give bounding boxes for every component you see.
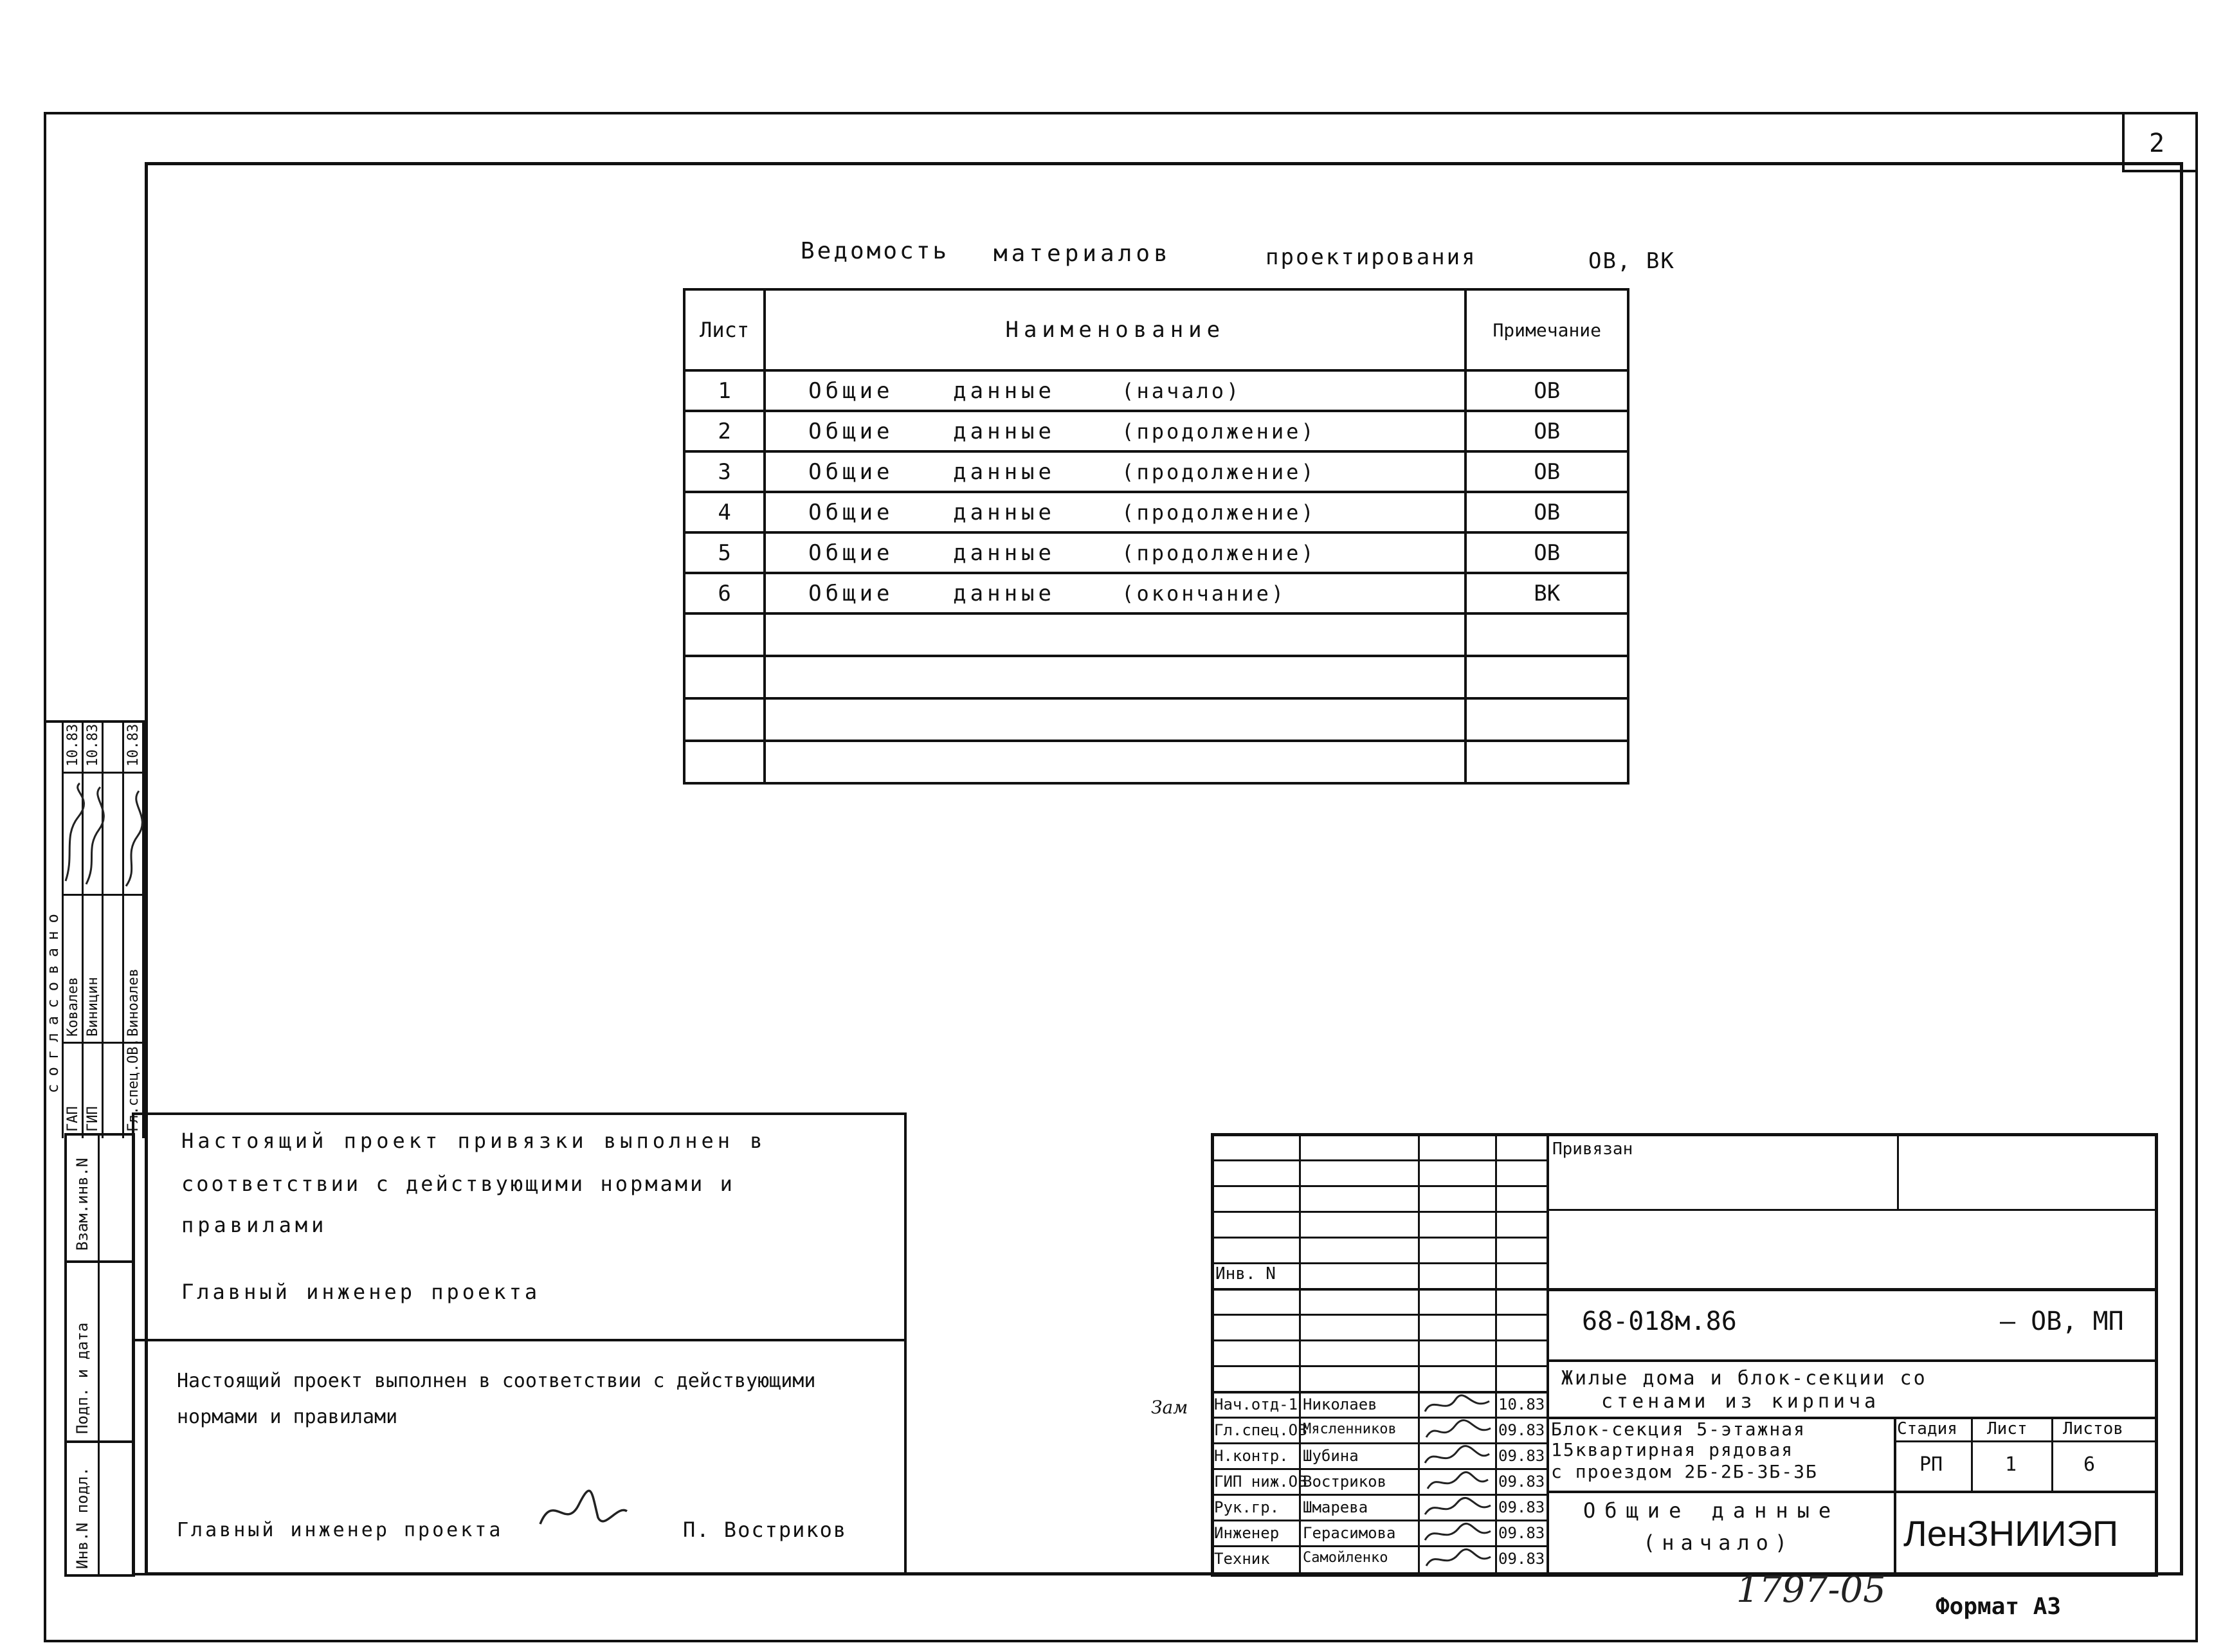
table-row (684, 451, 1628, 492)
header-word-4: ОВ, ВК (1588, 248, 1675, 274)
sheets-header: Листов (2063, 1419, 2123, 1439)
row-word-3: (продолжение) (1121, 459, 1316, 484)
label-vzam-inv: Взам.инв.N (73, 1157, 91, 1251)
approval-role: Гл.спец.ОВ. (125, 1038, 141, 1132)
header-word-2: материалов (994, 241, 1172, 267)
col-header-note: Примечание (1465, 289, 1628, 370)
row-sheet: 3 (718, 458, 731, 485)
table-row-empty (684, 741, 1628, 783)
table-row-empty (684, 613, 1628, 656)
label-podp-data: Подп. и дата (73, 1322, 91, 1434)
desc-line2: 15квартирная рядовая (1551, 1439, 1794, 1460)
table-row (684, 411, 1628, 451)
row-word-1: Общие (808, 458, 894, 485)
note1-line1: Настоящий проект привязки выполнен в (181, 1129, 767, 1153)
sheets-value: 6 (2083, 1453, 2096, 1476)
desc-line1: Блок-секция 5-этажная (1551, 1419, 1806, 1440)
note2-chief: Главный инженер проекта (177, 1519, 504, 1541)
staff-date: 09.83 (1498, 1550, 1545, 1568)
staff-role: ГИП ниж.ОВ (1214, 1473, 1307, 1491)
sheet-number: 2 (2149, 129, 2165, 158)
table-row-empty (684, 698, 1628, 741)
staff-name: Николаев (1303, 1395, 1377, 1413)
row-word-1: Общие (808, 377, 894, 404)
row-note: ОВ (1534, 499, 1561, 525)
row-word-1: Общие (808, 499, 894, 525)
approval-signatures (62, 778, 145, 891)
row-sheet: 1 (718, 377, 731, 404)
stage-value: РП (1919, 1453, 1943, 1476)
approval-date: 10.83 (125, 723, 141, 767)
privyazan-label: Привязан (1552, 1139, 1633, 1159)
staff-date: 09.83 (1498, 1447, 1545, 1465)
staff-role: Гл.спец.ОВ (1214, 1421, 1307, 1439)
sheet-header: Лист (1987, 1419, 2028, 1439)
row-note: ОВ (1534, 540, 1561, 566)
row-note: ВК (1534, 580, 1561, 606)
inv-n-label: Инв. N (1215, 1264, 1276, 1284)
staff-role: Рук.гр. (1214, 1498, 1280, 1516)
row-word-2: данные (953, 377, 1055, 404)
header-word-3: проектирования (1266, 244, 1477, 270)
row-word-3: (продолжение) (1121, 540, 1316, 565)
row-sheet: 4 (718, 499, 731, 525)
zam-label: Зам (1151, 1397, 1188, 1418)
sheet-value: 1 (2005, 1453, 2017, 1476)
archive-number: 1797-05 (1736, 1569, 1886, 1611)
sheet-title-line2: (начало) (1643, 1530, 1794, 1555)
staff-name: Шмарева (1303, 1498, 1368, 1516)
row-word-3: (начало) (1121, 378, 1242, 403)
note1-chief: Главный инженер проекта (181, 1280, 541, 1304)
table-row-empty (684, 656, 1628, 698)
table-row (684, 532, 1628, 573)
label-inv-podl: Инв.N подл. (73, 1467, 91, 1569)
row-word-2: данные (953, 580, 1055, 606)
stage-header: Стадия (1897, 1419, 1957, 1439)
approval-date: 10.83 (65, 723, 81, 767)
row-word-2: данные (953, 499, 1055, 525)
row-word-2: данные (953, 540, 1055, 566)
row-sheet: 2 (718, 418, 731, 444)
approval-name: Ковалев (65, 977, 81, 1037)
staff-name: Шубина (1303, 1447, 1359, 1465)
col-header-name: Наименование (765, 289, 1465, 370)
format-label: Формат А3 (1936, 1593, 2062, 1620)
row-word-1: Общие (808, 580, 894, 606)
row-note: ОВ (1534, 377, 1561, 404)
staff-date: 10.83 (1498, 1395, 1545, 1413)
chief-signature (534, 1485, 630, 1537)
row-word-2: данные (953, 418, 1055, 444)
row-word-3: (окончание) (1121, 581, 1287, 606)
approval-name: Виницин (85, 977, 101, 1037)
table-row (684, 492, 1628, 532)
project-code-suffix: — ОВ, МП (2000, 1307, 2124, 1336)
approval-date: 10.83 (85, 723, 101, 767)
staff-role: Техник (1214, 1550, 1270, 1568)
table-row (684, 573, 1628, 613)
note1-line2: соответствии с действующими нормами и (181, 1172, 735, 1196)
approval-role: ГИП (85, 1106, 101, 1132)
approval-name: Виноалев (125, 968, 141, 1037)
note2-line2: нормами и правилами (177, 1406, 398, 1428)
row-sheet: 5 (718, 540, 731, 566)
row-word-2: данные (953, 458, 1055, 485)
row-note: ОВ (1534, 418, 1561, 444)
desc-line3: с проездом 2Б-2Б-3Б-3Б (1551, 1461, 1818, 1482)
staff-role: Нач.отд-1 (1214, 1395, 1298, 1413)
row-word-1: Общие (808, 540, 894, 566)
materials-table (683, 288, 1629, 785)
note2-name: П. Востриков (683, 1518, 848, 1542)
note1-line3: правилами (181, 1213, 328, 1237)
table-row (684, 370, 1628, 411)
row-note: ОВ (1534, 458, 1561, 485)
row-word-3: (продолжение) (1121, 419, 1316, 444)
staff-role: Инженер (1214, 1524, 1280, 1542)
row-word-3: (продолжение) (1121, 500, 1316, 525)
project-line1: Жилые дома и блок-секции со (1561, 1367, 1927, 1390)
staff-date: 09.83 (1498, 1473, 1545, 1491)
staff-name: Востриков (1303, 1473, 1387, 1491)
row-sheet: 6 (718, 580, 731, 606)
project-line2: стенами из кирпича (1601, 1390, 1880, 1413)
row-word-1: Общие (808, 418, 894, 444)
staff-date: 09.83 (1498, 1524, 1545, 1542)
staff-role: Н.контр. (1214, 1447, 1289, 1465)
staff-date: 09.83 (1498, 1421, 1545, 1439)
staff-date: 09.83 (1498, 1498, 1545, 1516)
staff-signatures (1420, 1392, 1495, 1575)
organization-name: ЛенЗНИИЭП (1903, 1513, 2119, 1554)
staff-name: Мясленников (1303, 1421, 1397, 1437)
approval-role: ГАП (65, 1106, 81, 1132)
staff-name: Герасимова (1303, 1524, 1396, 1542)
header-word-1: Ведомость (801, 238, 950, 264)
sheet-title-line1: Общие данные (1583, 1498, 1840, 1523)
staff-name: Самойленко (1303, 1550, 1388, 1566)
col-header-sheet: Лист (684, 289, 765, 370)
note2-line1: Настоящий проект выполнен в соответствии с действующими (177, 1370, 816, 1392)
approval-title: согласовано (44, 906, 62, 1093)
project-code: 68-018м.86 (1582, 1307, 1737, 1336)
